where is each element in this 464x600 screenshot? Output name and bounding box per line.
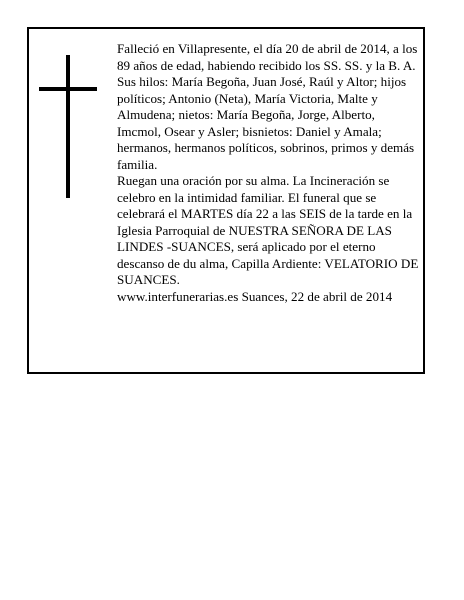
cross-vertical-bar <box>66 55 70 198</box>
obituary-text <box>117 41 421 305</box>
family-paragraph: Sus hilos: María Begoña, Juan José, Raúl y Altor; hijos políticos; Antonio (Neta), María Victoria, Malte y Almudena; nietos: María Begoña, Jorge, Alberto, Imcmol, Osear y Asler; bisnietos: Daniel y Amala; hermanos, hermanos políticos, sobrinos, primos y demás familia. <box>117 74 415 172</box>
death-paragraph: Falleció en Villapresente, el día 20 de abril de 2014, a los 89 años de edad, habiendo recibido los SS. SS. y la B. A. <box>117 41 418 73</box>
latin-cross-icon <box>39 55 97 198</box>
footer-line: www.interfunerarias.es Suances, 22 de abril de 2014 <box>117 288 393 304</box>
service-paragraph: Ruegan una oración por su alma. La Incineración se celebro en la intimidad familiar. El funeral que se celebrará el MARTES día 22 a las SEIS de la tarde en la Iglesia Parroquial de NUESTRA SEÑORA DE LAS LINDES -SUANCES, será aplicado por el eterno descanso de du alma, Capilla Ardiente: VELATORIO DE SUANCES. <box>117 173 419 287</box>
cross-horizontal-bar <box>39 87 97 91</box>
obituary-notice <box>27 27 425 374</box>
